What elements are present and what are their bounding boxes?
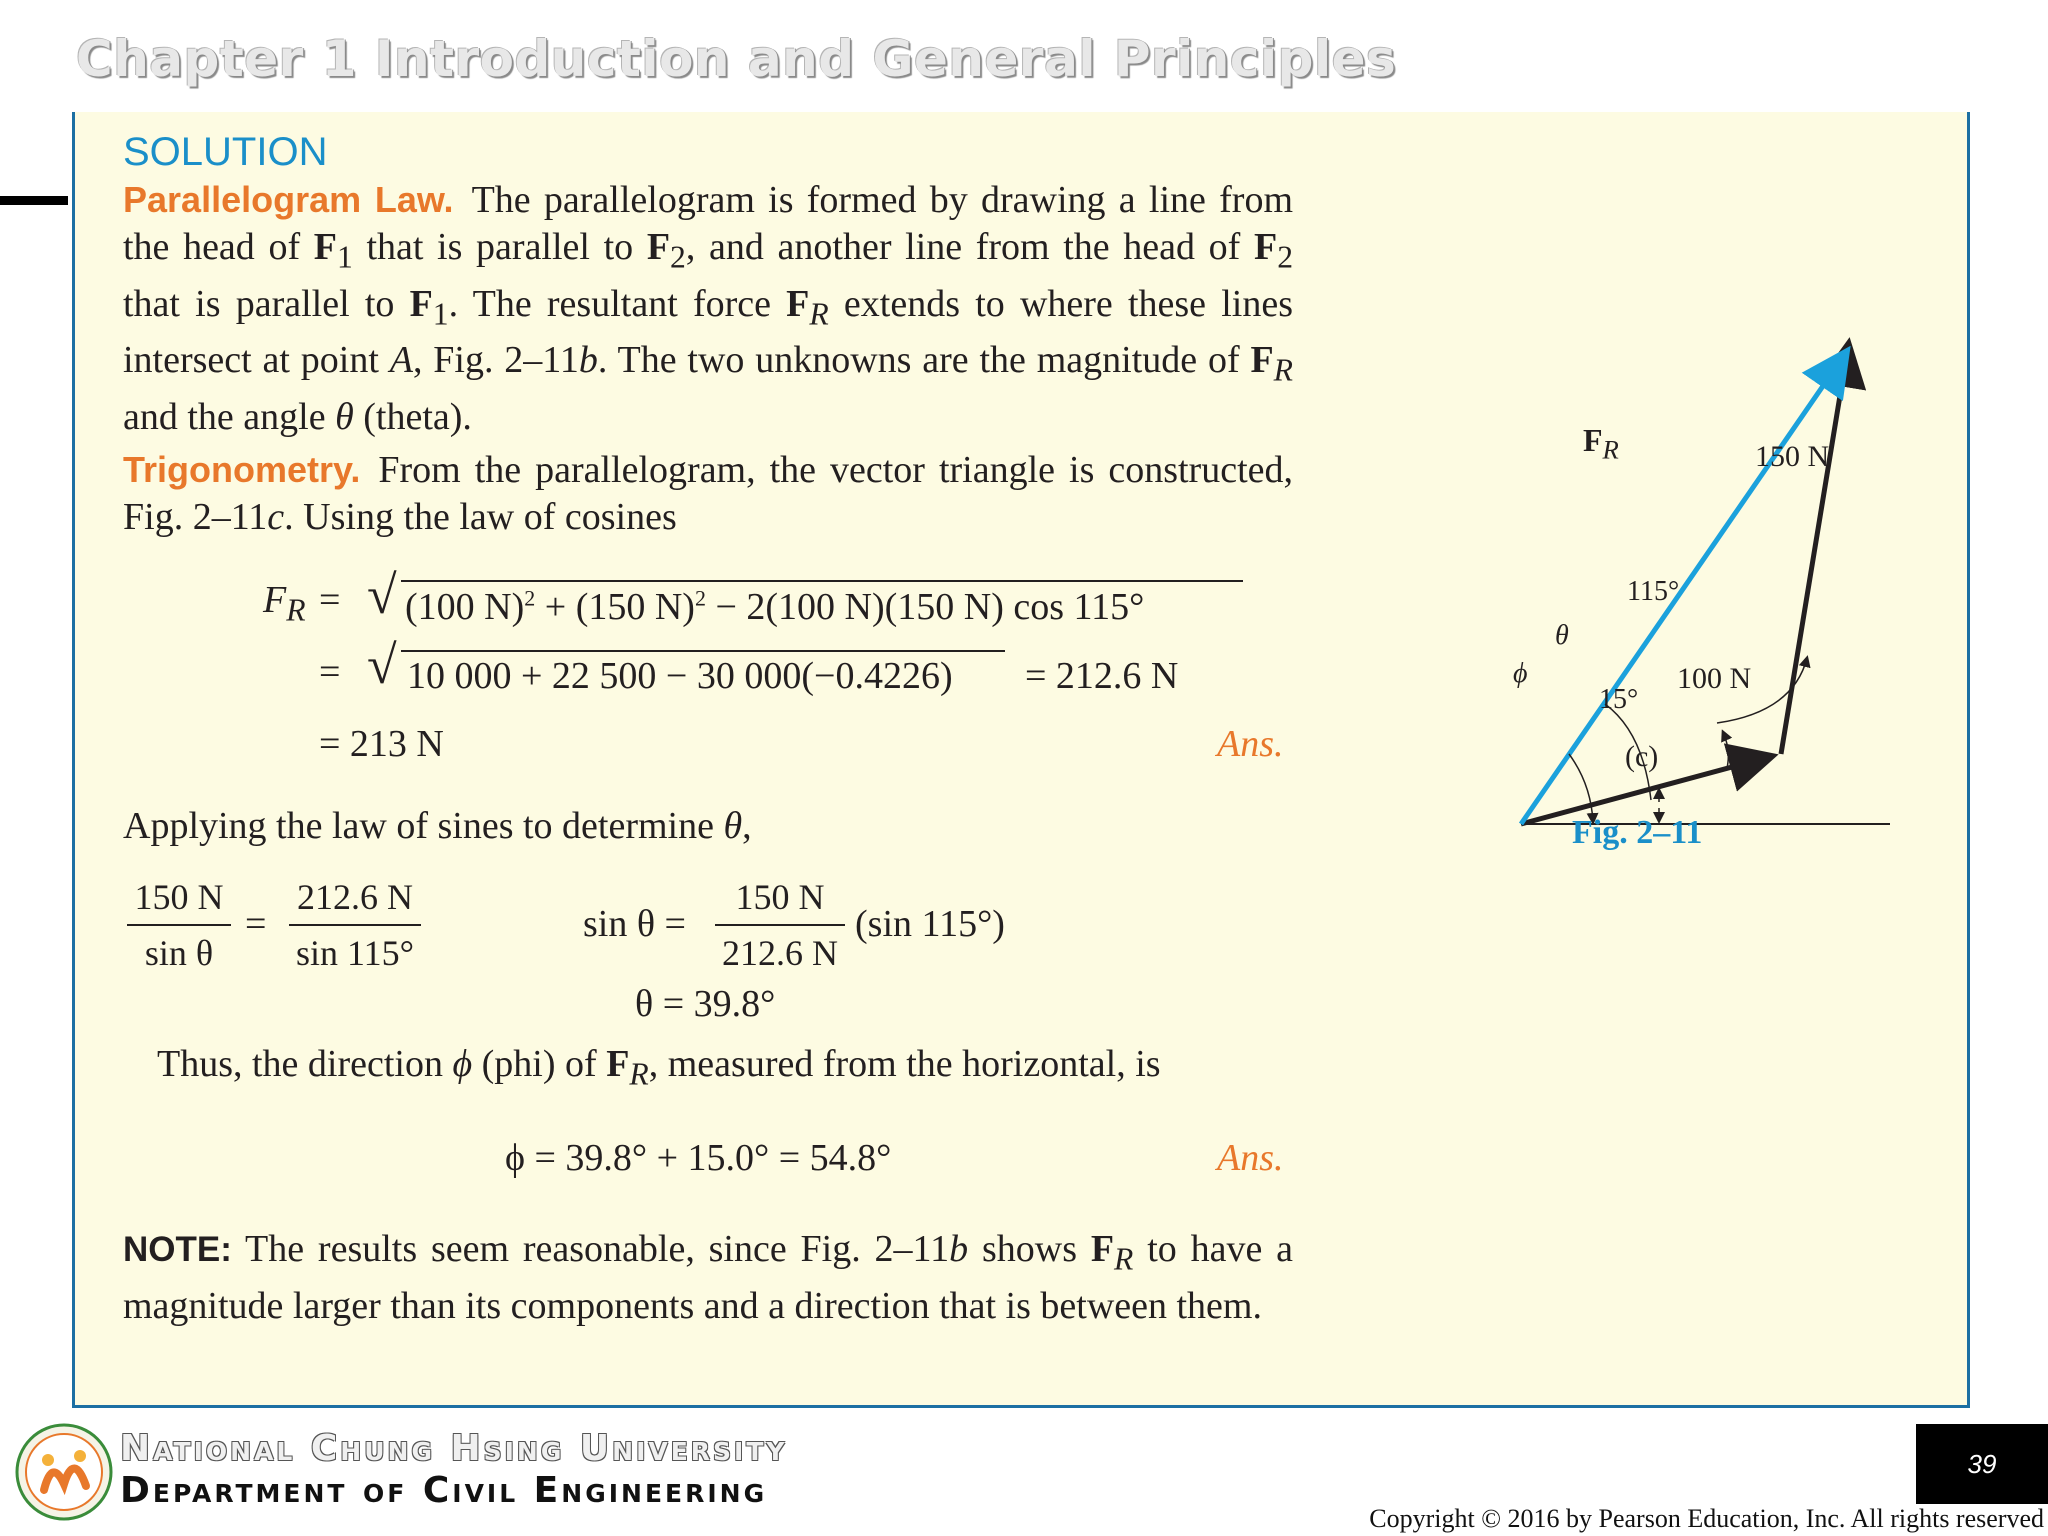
text: R xyxy=(1273,352,1293,388)
sines-intro: Applying the law of sines to determine θ, xyxy=(123,805,752,847)
text: b xyxy=(949,1228,969,1270)
text: θ xyxy=(335,395,354,438)
text: From the parallelogram, the vector triangle is constructed, Fig. 2–11 xyxy=(123,449,1293,538)
direction-sentence: Thus, the direction ϕ (phi) of $F_R$, measured from the horizontal, is xyxy=(157,1043,1161,1092)
text: 2 xyxy=(670,239,686,275)
equals-1: = xyxy=(319,579,341,621)
force-100N-label: 100 N xyxy=(1677,662,1752,695)
cosine-line-2: 10 000 + 22 500 − 30 000(−0.4226) xyxy=(407,655,953,697)
text: F xyxy=(646,226,671,268)
sqrt-sign-1: √ xyxy=(367,565,397,625)
equals-3: = xyxy=(245,903,267,945)
cosine-line-1: (100 N)$^2$ + (150 N)$^2$ − 2(100 N)(150 N) cos 115° xyxy=(405,585,1145,628)
text: to have a magnitude larger than its components and a direction that is between them. xyxy=(123,1228,1293,1327)
cosine-result-1: = 212.6 N xyxy=(1025,655,1179,697)
text: and the angle xyxy=(123,395,336,438)
trigonometry-paragraph xyxy=(123,446,1293,541)
solution-panel xyxy=(72,112,1970,1408)
phi-label: ϕ xyxy=(1513,658,1528,689)
text: , Fig. 2–11 xyxy=(412,339,579,382)
angle-115-label: 115° xyxy=(1627,576,1680,607)
equals-2: = xyxy=(319,651,341,693)
text: . The resultant force xyxy=(448,282,787,325)
text: F xyxy=(313,226,337,268)
fraction-212-over-sin-115: $\frac{212.6 N}{\sin 115^\circ}$ xyxy=(289,876,421,974)
copyright-notice: Copyright © 2016 by Pearson Education, Inc. All rights reserved xyxy=(1369,1504,2044,1533)
text: F xyxy=(409,282,433,325)
left-marker-bar xyxy=(0,196,68,205)
text: shows xyxy=(968,1228,1091,1270)
angle-115-pointer xyxy=(1723,732,1728,768)
text: 1 xyxy=(432,296,449,332)
text: . Using the law of cosines xyxy=(284,496,677,538)
answer-label-1: Ans. xyxy=(1217,723,1284,765)
solution-heading: SOLUTION xyxy=(123,130,328,174)
text: , and another line from the head of xyxy=(685,226,1254,268)
text: F xyxy=(1250,339,1274,382)
sin-115-factor: (sin 115°) xyxy=(855,903,1005,945)
text: 2 xyxy=(1277,239,1294,275)
text: The results seem reasonable, since Fig. 2–11 xyxy=(231,1228,950,1270)
theta-label: θ xyxy=(1555,620,1569,651)
fraction-150-over-212: $\frac{150 N}{212.6 N}$ xyxy=(715,876,845,974)
resultant-force-arrow xyxy=(1521,354,1845,824)
fraction-150-over-sin-theta: $\frac{150 N}{\text{sin θ}}$ xyxy=(127,876,231,974)
note-paragraph xyxy=(123,1226,1293,1330)
page-number: 39 xyxy=(1916,1424,2048,1504)
text: c xyxy=(267,496,285,538)
chapter-title: Chapter 1 Introduction and General Principles xyxy=(76,30,1397,88)
text: that is parallel to xyxy=(123,282,410,325)
text: that is parallel to xyxy=(352,226,647,268)
angle-15-label: 15° xyxy=(1599,684,1639,715)
sqrt-bar-2 xyxy=(401,650,1005,652)
figure-caption: Fig. 2–11 xyxy=(1572,814,1703,851)
sqrt-sign-2: √ xyxy=(367,635,397,695)
note-heading: NOTE: xyxy=(123,1230,232,1269)
text: A xyxy=(389,339,413,382)
text: F xyxy=(1090,1228,1115,1270)
text: b xyxy=(578,339,598,382)
answer-label-2: Ans. xyxy=(1217,1137,1284,1179)
university-logo xyxy=(14,1422,114,1522)
text: (theta). xyxy=(353,395,472,438)
cosine-line-3: = 213 N xyxy=(319,723,444,765)
university-name: National Chung Hsing University xyxy=(120,1428,788,1469)
text: R xyxy=(809,296,829,332)
sqrt-bar-1 xyxy=(401,580,1243,582)
fr-symbol: $F_R$ xyxy=(263,579,306,628)
text: . The two unknowns are the magnitude of xyxy=(597,339,1251,382)
phi-equation: ϕ = 39.8° + 15.0° = 54.8° xyxy=(505,1137,892,1179)
force-150N-arrow xyxy=(1781,347,1848,754)
text: 1 xyxy=(336,239,353,275)
text: F xyxy=(1253,226,1278,268)
text: The parallelogram is formed by drawing a line from the head of xyxy=(123,179,1293,268)
text: extends to where these lines intersect at point xyxy=(123,282,1294,382)
sin-theta-lhs: sin θ = xyxy=(583,903,686,945)
department-name: Department of Civil Engineering xyxy=(120,1470,768,1511)
parallelogram-paragraph xyxy=(123,176,1293,441)
theta-result: θ = 39.8° xyxy=(635,983,776,1025)
fr-vector-label: $F_R$ xyxy=(1583,422,1619,465)
force-150N-label: 150 N xyxy=(1755,440,1830,473)
subfigure-label: (c) xyxy=(1625,740,1659,773)
text: R xyxy=(1114,1241,1134,1277)
parallelogram-heading: Parallelogram Law. xyxy=(123,179,454,220)
trigonometry-heading: Trigonometry. xyxy=(123,449,361,490)
text: F xyxy=(786,282,810,325)
